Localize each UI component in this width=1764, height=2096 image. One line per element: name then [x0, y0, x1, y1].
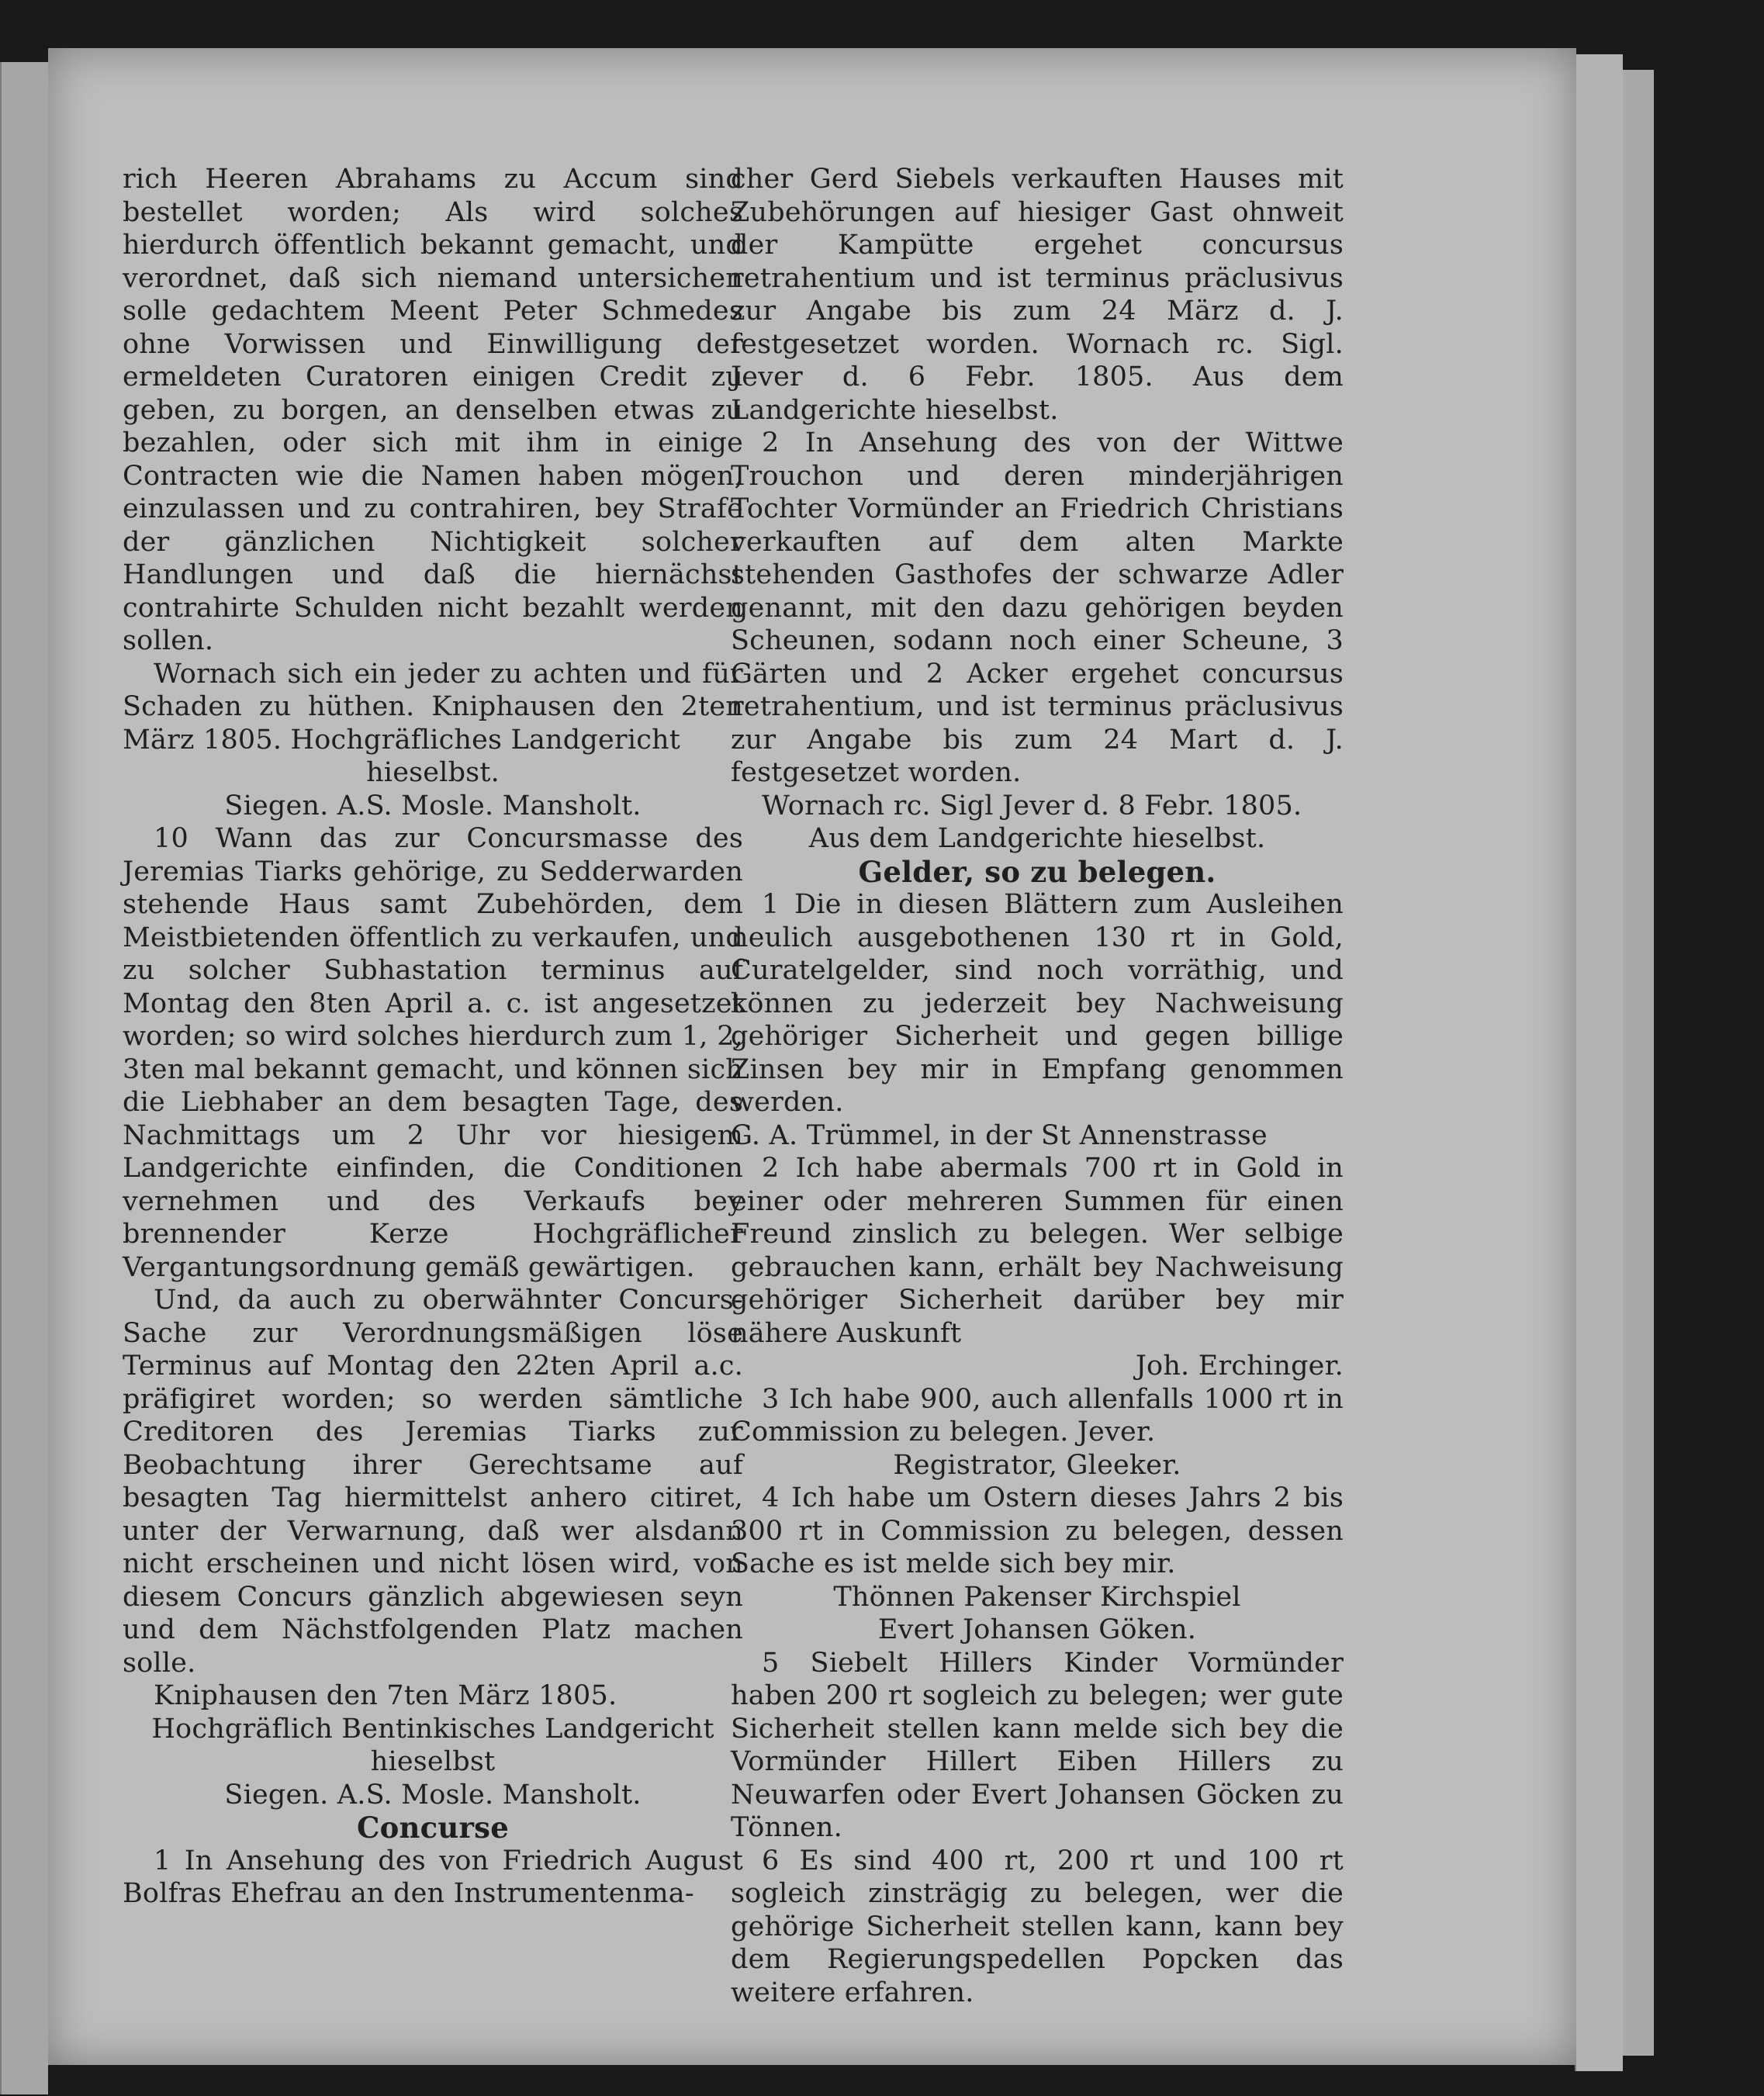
right-para-1: cher Gerd Siebels verkauften Hauses mit Zubehörungen auf hiesiger Gast ohnweit der Kampütte ergehet concursus retrahentium und ist terminus präclusivus zur Angabe bis zum 24 März d. J. festgesetzet worden. Wornach rc. Sigl. Jever d. 6 Febr. 1805. Aus dem Landgerichte hieselbst. [731, 164, 1344, 426]
right-para-10: 3 Ich habe 900, auch allenfalls 1000 rt in Commission zu belegen. Jever. [731, 1383, 1344, 1447]
left-para-6: Und, da auch zu oberwähnter Concurs-Sache zur Verordnungsmäßigen löse Terminus auf Montag den 22ten April a.c. präfigiret worden; so werden sämtliche Creditoren des Jeremias Tiarks zur Beobachtung ihrer Gerechtsame auf besagten Tag hiermittelst anhero citiret, unter der Verwarnung, daß wer alsdann nicht erscheinen und nicht lösen wird, von diesem Concurs gänzlich abgewiesen seyn und dem Nächstfolgenden Platz machen solle. [123, 1285, 743, 1679]
book-edge-mid [1575, 54, 1623, 2071]
right-para-7: G. A. Trümmel, in der St Annenstrasse [731, 1119, 1268, 1151]
right-para-16: 6 Es sind 400 rt, 200 rt und 100 rt sogleich zinsträgig zu belegen, wer die gehörige Sicherheit stellen kann, kann bey dem Regierungspedellen Popcken das weitere erfahren. [731, 1845, 1344, 2008]
right-column [731, 163, 1344, 2009]
right-para-9: Joh. Erchinger. [1135, 1351, 1344, 1382]
right-para-14: Evert Johansen Göken. [877, 1614, 1197, 1645]
right-para-3: Wornach rc. Sigl Jever d. 8 Febr. 1805. [762, 790, 1302, 821]
left-para-7: Kniphausen den 7ten März 1805. [154, 1680, 617, 1711]
right-para-11: Registrator, Gleeker. [893, 1449, 1181, 1481]
right-para-6: 1 Die in diesen Blättern zum Ausleihen neulich ausgebothenen 130 rt in Gold, Curatelgelder, sind noch vorräthig, und können zu jederzeit bey Nachweisung gehöriger Sicherheit und gegen billige Zinsen bey mir in Empfang genommen werden. [731, 889, 1344, 1118]
left-para-2: Wornach sich ein jeder zu achten und für Schaden zu hüthen. Kniphausen den 2ten März 1805. Hochgräfliches Landgericht [123, 658, 743, 756]
section-heading-gelder: Gelder, so zu belegen. [858, 854, 1216, 889]
book-edge-left [0, 62, 48, 2094]
newspaper-page [48, 48, 1576, 2065]
left-para-8: Hochgräflich Bentinkisches Landgericht [151, 1713, 714, 1745]
right-para-2: 2 In Ansehung des von der Wittwe Trouchon und deren minderjährigen Tochter Vormünder an Friedrich Christians verkauften auf dem alten Markte stehenden Gasthofes der schwarze Adler genannt, mit den dazu gehörigen beyden Scheunen, sodann noch einer Scheune, 3 Gärten und 2 Acker ergehet concursus retrahentium, und ist terminus präclusivus zur Angabe bis zum 24 Mart d. J. festgesetzet worden. [731, 427, 1344, 788]
right-para-15: 5 Siebelt Hillers Kinder Vormünder haben 200 rt sogleich zu belegen; wer gute Sicherheit stellen kann melde sich bey die Vormünder Hillert Eiben Hillers zu Neuwarfen oder Evert Johansen Göcken zu Tönnen. [731, 1647, 1344, 1843]
left-para-5: 10 Wann das zur Concursmasse des Jeremias Tiarks gehörige, zu Sedderwarden stehende Haus samt Zubehörden, dem Meistbietenden öffentlich zu verkaufen, und zu solcher Subhastation terminus auf Montag den 8ten April a. c. ist angesetzet worden; so wird solches hierdurch zum 1, 2, 3ten mal bekannt gemacht, und können sich die Liebhaber an dem besagten Tage, des Nachmittags um 2 Uhr vor hiesigem Landgerichte einfinden, die Conditionen vernehmen und des Verkaufs bey brennender Kerze Hochgräflicher Vergantungsordnung gemäß gewärtigen. [123, 823, 743, 1283]
section-heading-concurse: Concurse [357, 1811, 509, 1845]
left-signature-2: Siegen. A.S. Mosle. Mansholt. [224, 1779, 642, 1811]
left-signature-1: Siegen. A.S. Mosle. Mansholt. [224, 790, 642, 821]
right-para-4: Aus dem Landgerichte hieselbst. [808, 823, 1266, 854]
left-para-3: hieselbst. [366, 757, 500, 788]
right-para-12: 4 Ich habe um Ostern dieses Jahrs 2 bis 300 rt in Commission zu belegen, dessen Sache es ist melde sich bey mir. [731, 1482, 1344, 1579]
left-column [123, 163, 743, 1911]
right-para-13: Thönnen Pakenser Kirchspiel [833, 1581, 1241, 1613]
left-para-12: 1 In Ansehung des von Friedrich August Bolfras Ehefrau an den Instrumentenma- [123, 1845, 743, 1909]
left-para-9: hieselbst [370, 1746, 496, 1777]
left-para-1: rich Heeren Abrahams zu Accum sind bestellet worden; Als wird solches hierdurch öffentlich bekannt gemacht, und verordnet, daß sich niemand untersichen solle gedachtem Meent Peter Schmedes ohne Vorwissen und Einwilligung der ermeldeten Curatoren einigen Credit zu geben, zu borgen, an denselben etwas zu bezahlen, oder sich mit ihm in einige Contracten wie die Namen haben mögen, einzulassen und zu contrahiren, bey Strafe der gänzlichen Nichtigkeit solcher Handlungen und daß die hiernächst contrahirte Schulden nicht bezahlt werden sollen. [123, 164, 743, 656]
right-para-8: 2 Ich habe abermals 700 rt in Gold in einer oder mehreren Summen für einen Freund zinslich zu belegen. Wer selbige gebrauchen kann, erhält bey Nachweisung gehöriger Sicherheit darüber bey mir nähere Auskunft [731, 1153, 1344, 1349]
